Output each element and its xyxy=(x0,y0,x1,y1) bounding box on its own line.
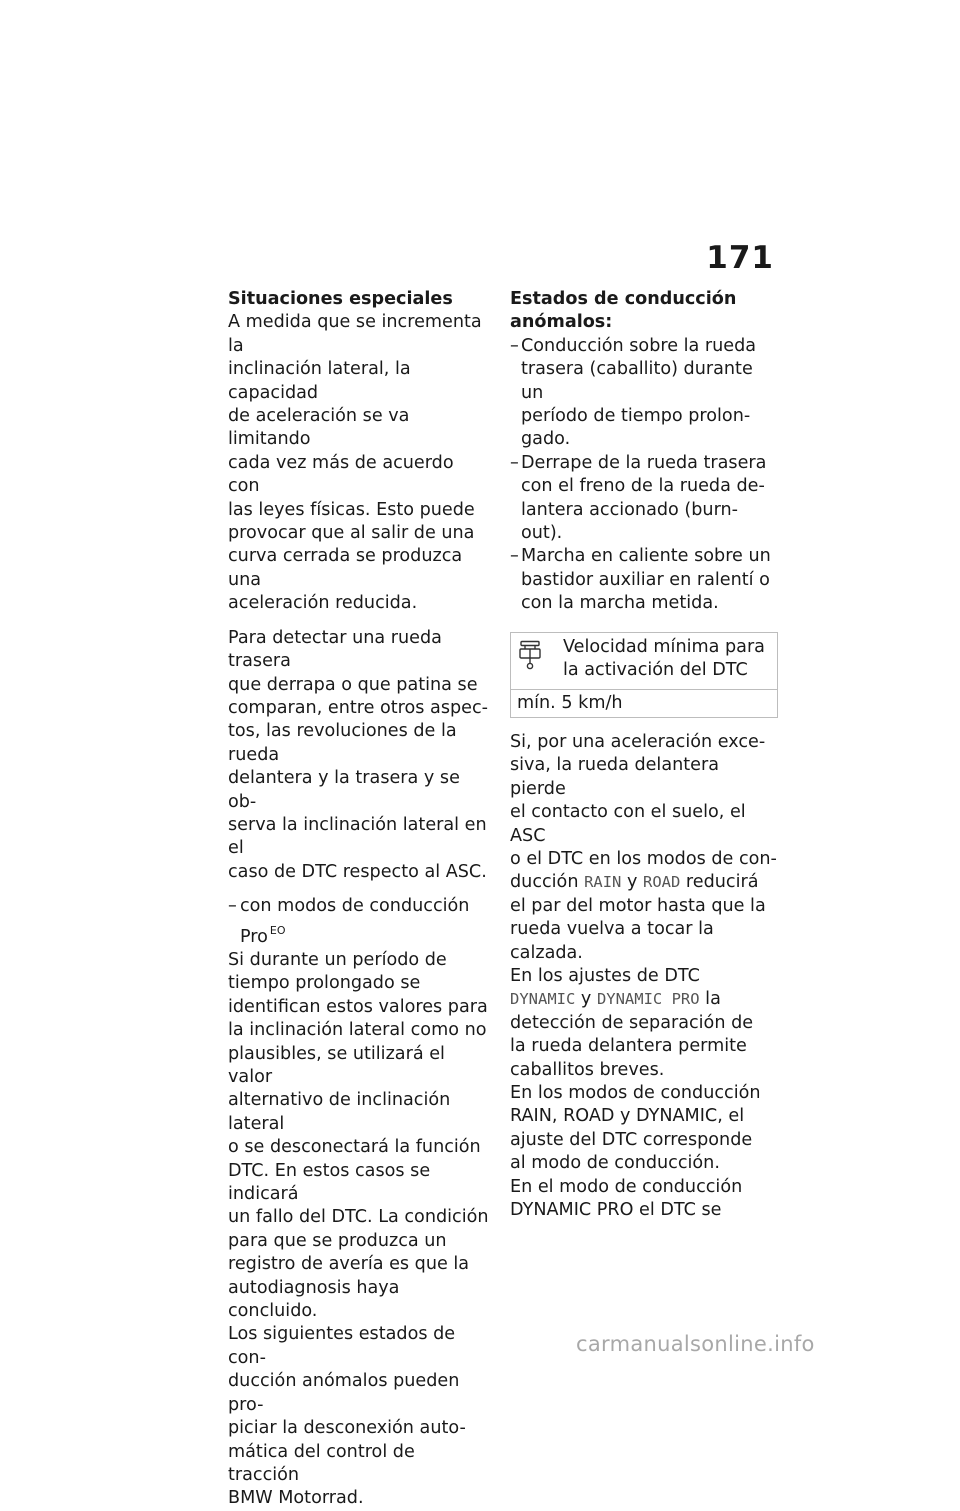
mode-road: ROAD xyxy=(643,873,681,892)
list-item-wheelie xyxy=(510,335,778,452)
text-line: mática del control de tracción xyxy=(228,1441,415,1485)
text-line: Derrape de la rueda trasera xyxy=(521,452,767,473)
text-line: con modos de conducción xyxy=(240,896,470,917)
text-line: serva la inclinación lateral en el xyxy=(228,814,487,859)
text-line: En los modos de conducción xyxy=(510,1083,761,1103)
text-line: o se desconectará la función xyxy=(228,1137,481,1158)
page-number: 171 xyxy=(706,240,774,276)
list-dash: – xyxy=(510,546,519,567)
text-line: con la marcha metida. xyxy=(521,593,719,614)
text-line: autodiagnosis haya concluido. xyxy=(228,1277,400,1322)
right-column xyxy=(510,288,778,1222)
text-line: ajuste del DTC corresponde xyxy=(510,1129,753,1150)
text-line: A medida que se incrementa la xyxy=(228,312,482,356)
spec-table-min-speed xyxy=(510,632,778,718)
text-line: bastidor auxiliar en ralentí o xyxy=(521,569,770,590)
section-heading-special-situations: Situaciones especiales xyxy=(228,289,453,309)
list-dash: – xyxy=(228,896,237,917)
text-line: la rueda delantera permite xyxy=(510,1036,747,1057)
text-line: piciar la desconexión auto- xyxy=(228,1418,466,1439)
text-line: el contacto con el suelo, el ASC xyxy=(510,802,746,846)
paragraph-implausible-values xyxy=(228,949,490,1511)
text-line: plausibles, se utilizará el valor xyxy=(228,1043,445,1087)
text-line: DTC. En estos casos se indicará xyxy=(228,1160,431,1205)
text-line: Marcha en caliente sobre un xyxy=(521,546,771,567)
section-heading-abnormal-states xyxy=(510,288,778,335)
paragraph-front-wheel-lift xyxy=(510,731,778,965)
text-line: curva cerrada se produzca una xyxy=(228,546,463,590)
text-line: trasera (caballito) durante un xyxy=(521,359,753,403)
text-line: DYNAMIC PRO el DTC se xyxy=(510,1200,722,1221)
left-column xyxy=(228,288,490,1511)
text-line: Los siguientes estados de con- xyxy=(228,1324,456,1368)
text-line: BMW Motorrad. xyxy=(228,1488,364,1509)
text-line: que derrapa o que patina se xyxy=(228,674,478,695)
spec-value: mín. 5 km/h xyxy=(517,692,623,713)
list-dash: – xyxy=(510,452,519,473)
text-line: delantera y la trasera y se ob- xyxy=(228,768,460,812)
mode-dynamic-pro: DYNAMIC PRO xyxy=(596,990,700,1009)
text-line: aceleración reducida. xyxy=(228,593,418,614)
heading-line: anómalos: xyxy=(510,312,613,333)
text-line: o el DTC en los modos de con- xyxy=(510,848,777,869)
spec-label xyxy=(557,636,771,683)
text-line: provocar que al salir de una xyxy=(228,523,475,544)
text-line: En el modo de conducción xyxy=(510,1176,743,1197)
text-line: el par del motor hasta que la xyxy=(510,895,766,916)
text-line: lantera accionado (burn-out). xyxy=(521,499,738,544)
list-item-burnout xyxy=(510,452,778,546)
equipment-superscript: EO xyxy=(269,923,286,937)
text-line: caballitos breves. xyxy=(510,1059,665,1080)
text-line: detección de separación de xyxy=(510,1012,754,1033)
text-line: tos, las revoluciones de la rueda xyxy=(228,721,457,765)
text-line: cada vez más de acuerdo con xyxy=(228,452,454,497)
text-line: caso de DTC respecto al ASC. xyxy=(228,861,487,882)
paragraph-dynamic-settings xyxy=(510,965,778,1082)
mode-rain: RAIN xyxy=(584,873,622,892)
text-line: las leyes físicas. Esto puede xyxy=(228,499,475,520)
paragraph-rear-wheel-detection xyxy=(228,627,490,884)
paragraph-dynamic-pro xyxy=(510,1176,778,1223)
text-line: registro de avería es que la xyxy=(228,1254,470,1275)
text-line: un fallo del DTC. La condición xyxy=(228,1207,489,1228)
text-line: rueda vuelva a tocar la calzada. xyxy=(510,919,714,963)
text-line: RAIN, ROAD y DYNAMIC, el xyxy=(510,1106,745,1127)
paragraph-riding-modes xyxy=(510,1082,778,1176)
motorcycle-spec-icon xyxy=(517,636,557,683)
text-line: identifican estos valores para xyxy=(228,996,488,1017)
text-line: gado. xyxy=(521,429,571,450)
text-line: Si, por una aceleración exce- xyxy=(510,731,766,752)
text-line: la inclinación lateral como no xyxy=(228,1020,487,1041)
text-line: Si durante un período de xyxy=(228,949,447,970)
text-line: comparan, entre otros aspec- xyxy=(228,697,489,718)
text-line: DYNAMIC y DYNAMIC PRO la xyxy=(510,989,721,1010)
text-line: siva, la rueda delantera pierde xyxy=(510,755,719,799)
text-line: Velocidad mínima para xyxy=(563,636,765,657)
text-line: con el freno de la rueda de- xyxy=(521,476,765,497)
list-dash: – xyxy=(510,335,519,356)
list-item-stand-running xyxy=(510,545,778,615)
text-line: de aceleración se va limitando xyxy=(228,406,410,450)
paragraph-lateral-inclination xyxy=(228,311,490,615)
mode-dynamic: DYNAMIC xyxy=(510,990,576,1009)
text-line: Para detectar una rueda trasera xyxy=(228,627,442,672)
text-line: la activación del DTC xyxy=(563,660,748,681)
text-line: período de tiempo prolon- xyxy=(521,406,751,427)
text-line: alternativo de inclinación lateral xyxy=(228,1090,451,1134)
text-line: Conducción sobre la rueda xyxy=(521,335,757,356)
watermark: carmanualsonline.info xyxy=(576,1332,815,1356)
spec-header-row xyxy=(511,633,777,690)
text-line: inclinación lateral, la capacidad xyxy=(228,359,411,403)
text-line: tiempo prolongado se xyxy=(228,973,421,994)
heading-line: Estados de conducción xyxy=(510,289,737,309)
text-line: En los ajustes de DTC xyxy=(510,965,700,986)
text-line: ducción RAIN y ROAD reducirá xyxy=(510,872,759,893)
text-line: Pro $^{EO}$ xyxy=(240,923,286,947)
text-line: para que se produzca un xyxy=(228,1230,447,1251)
list-item-pro-modes xyxy=(228,895,490,949)
text-line: al modo de conducción. xyxy=(510,1153,720,1174)
text-line: ducción anómalos pueden pro- xyxy=(228,1371,460,1415)
